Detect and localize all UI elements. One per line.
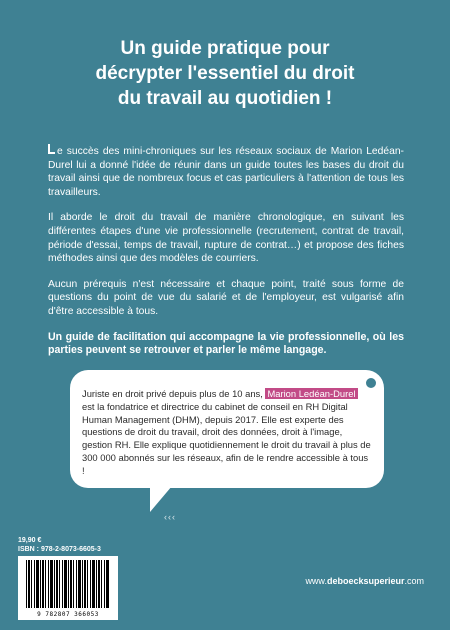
author-name: Marion Ledéan-Durel bbox=[267, 388, 356, 399]
website-brand: deboecksuperieur bbox=[326, 576, 405, 586]
author-bio-rest: est la fondatrice et directrice du cabinet de conseil en RH Digital Human Management (DHM), depuis 2017. Elle est experte des questions de droit du travail, droit des données, droit à l'image, gestion RH. Elle explique quotidiennement le droit du travail à plus de 300 000 abonnés sur les réseaux, afin de le rendre accessible à tous ! bbox=[82, 400, 371, 476]
author-bio bbox=[82, 388, 372, 478]
paragraph-intro-text: e succès des mini-chroniques sur les réseaux sociaux de Marion Ledéan-Durel lui a donné l'idée de réunir dans un guide toutes les bases du droit du travail ainsi que de nombreux focus et cas particuliers à l'attention de tous les travailleurs. bbox=[48, 146, 404, 198]
website-suffix: .com bbox=[404, 576, 424, 586]
speech-bubble-tail bbox=[150, 486, 172, 512]
paragraph-tagline: Un guide de facilitation qui accompagne la vie professionnelle, où les parties peuvent se retrouver et parler le même langage. bbox=[48, 330, 404, 357]
author-bio-intro: Juriste en droit privé depuis plus de 10 ans, bbox=[82, 388, 266, 399]
publisher-website[interactable] bbox=[305, 576, 424, 586]
headline-line-1: Un guide pratique pour bbox=[120, 38, 330, 59]
price-block bbox=[18, 536, 101, 554]
back-cover-description bbox=[48, 144, 404, 370]
barcode-bars bbox=[26, 560, 110, 608]
headline bbox=[40, 36, 410, 111]
isbn: ISBN : 978-2-8073-6605-3 bbox=[18, 546, 101, 553]
headline-line-2: décrypter l'essentiel du droit bbox=[95, 63, 355, 84]
dot-icon bbox=[366, 378, 376, 388]
price: 19,90 € bbox=[18, 537, 42, 544]
dropcap-mark bbox=[48, 144, 55, 154]
barcode bbox=[18, 556, 118, 620]
barcode-digits: 9 782807 366053 bbox=[37, 611, 99, 618]
paragraph-approach: Il aborde le droit du travail de manière chronologique, en suivant les différentes étapes d'une vie professionnelle (recrutement, contrat de travail, période d'essai, temps de travail, rupture de contrat…) et propose des fiches méthodes ainsi que des modèles de courriers. bbox=[48, 212, 404, 265]
chevron-left-icon: ‹‹‹ bbox=[164, 512, 176, 522]
paragraph-accessibility: Aucun prérequis n'est nécessaire et chaque point, traité sous forme de questions du point de vue du salarié et de l'employeur, est vulgarisé afin d'être accessible à tous. bbox=[48, 278, 404, 317]
paragraph-intro bbox=[48, 144, 404, 199]
website-prefix: www. bbox=[305, 576, 327, 586]
headline-line-3: du travail au quotidien ! bbox=[117, 88, 333, 109]
author-bio-bubble bbox=[70, 370, 384, 488]
